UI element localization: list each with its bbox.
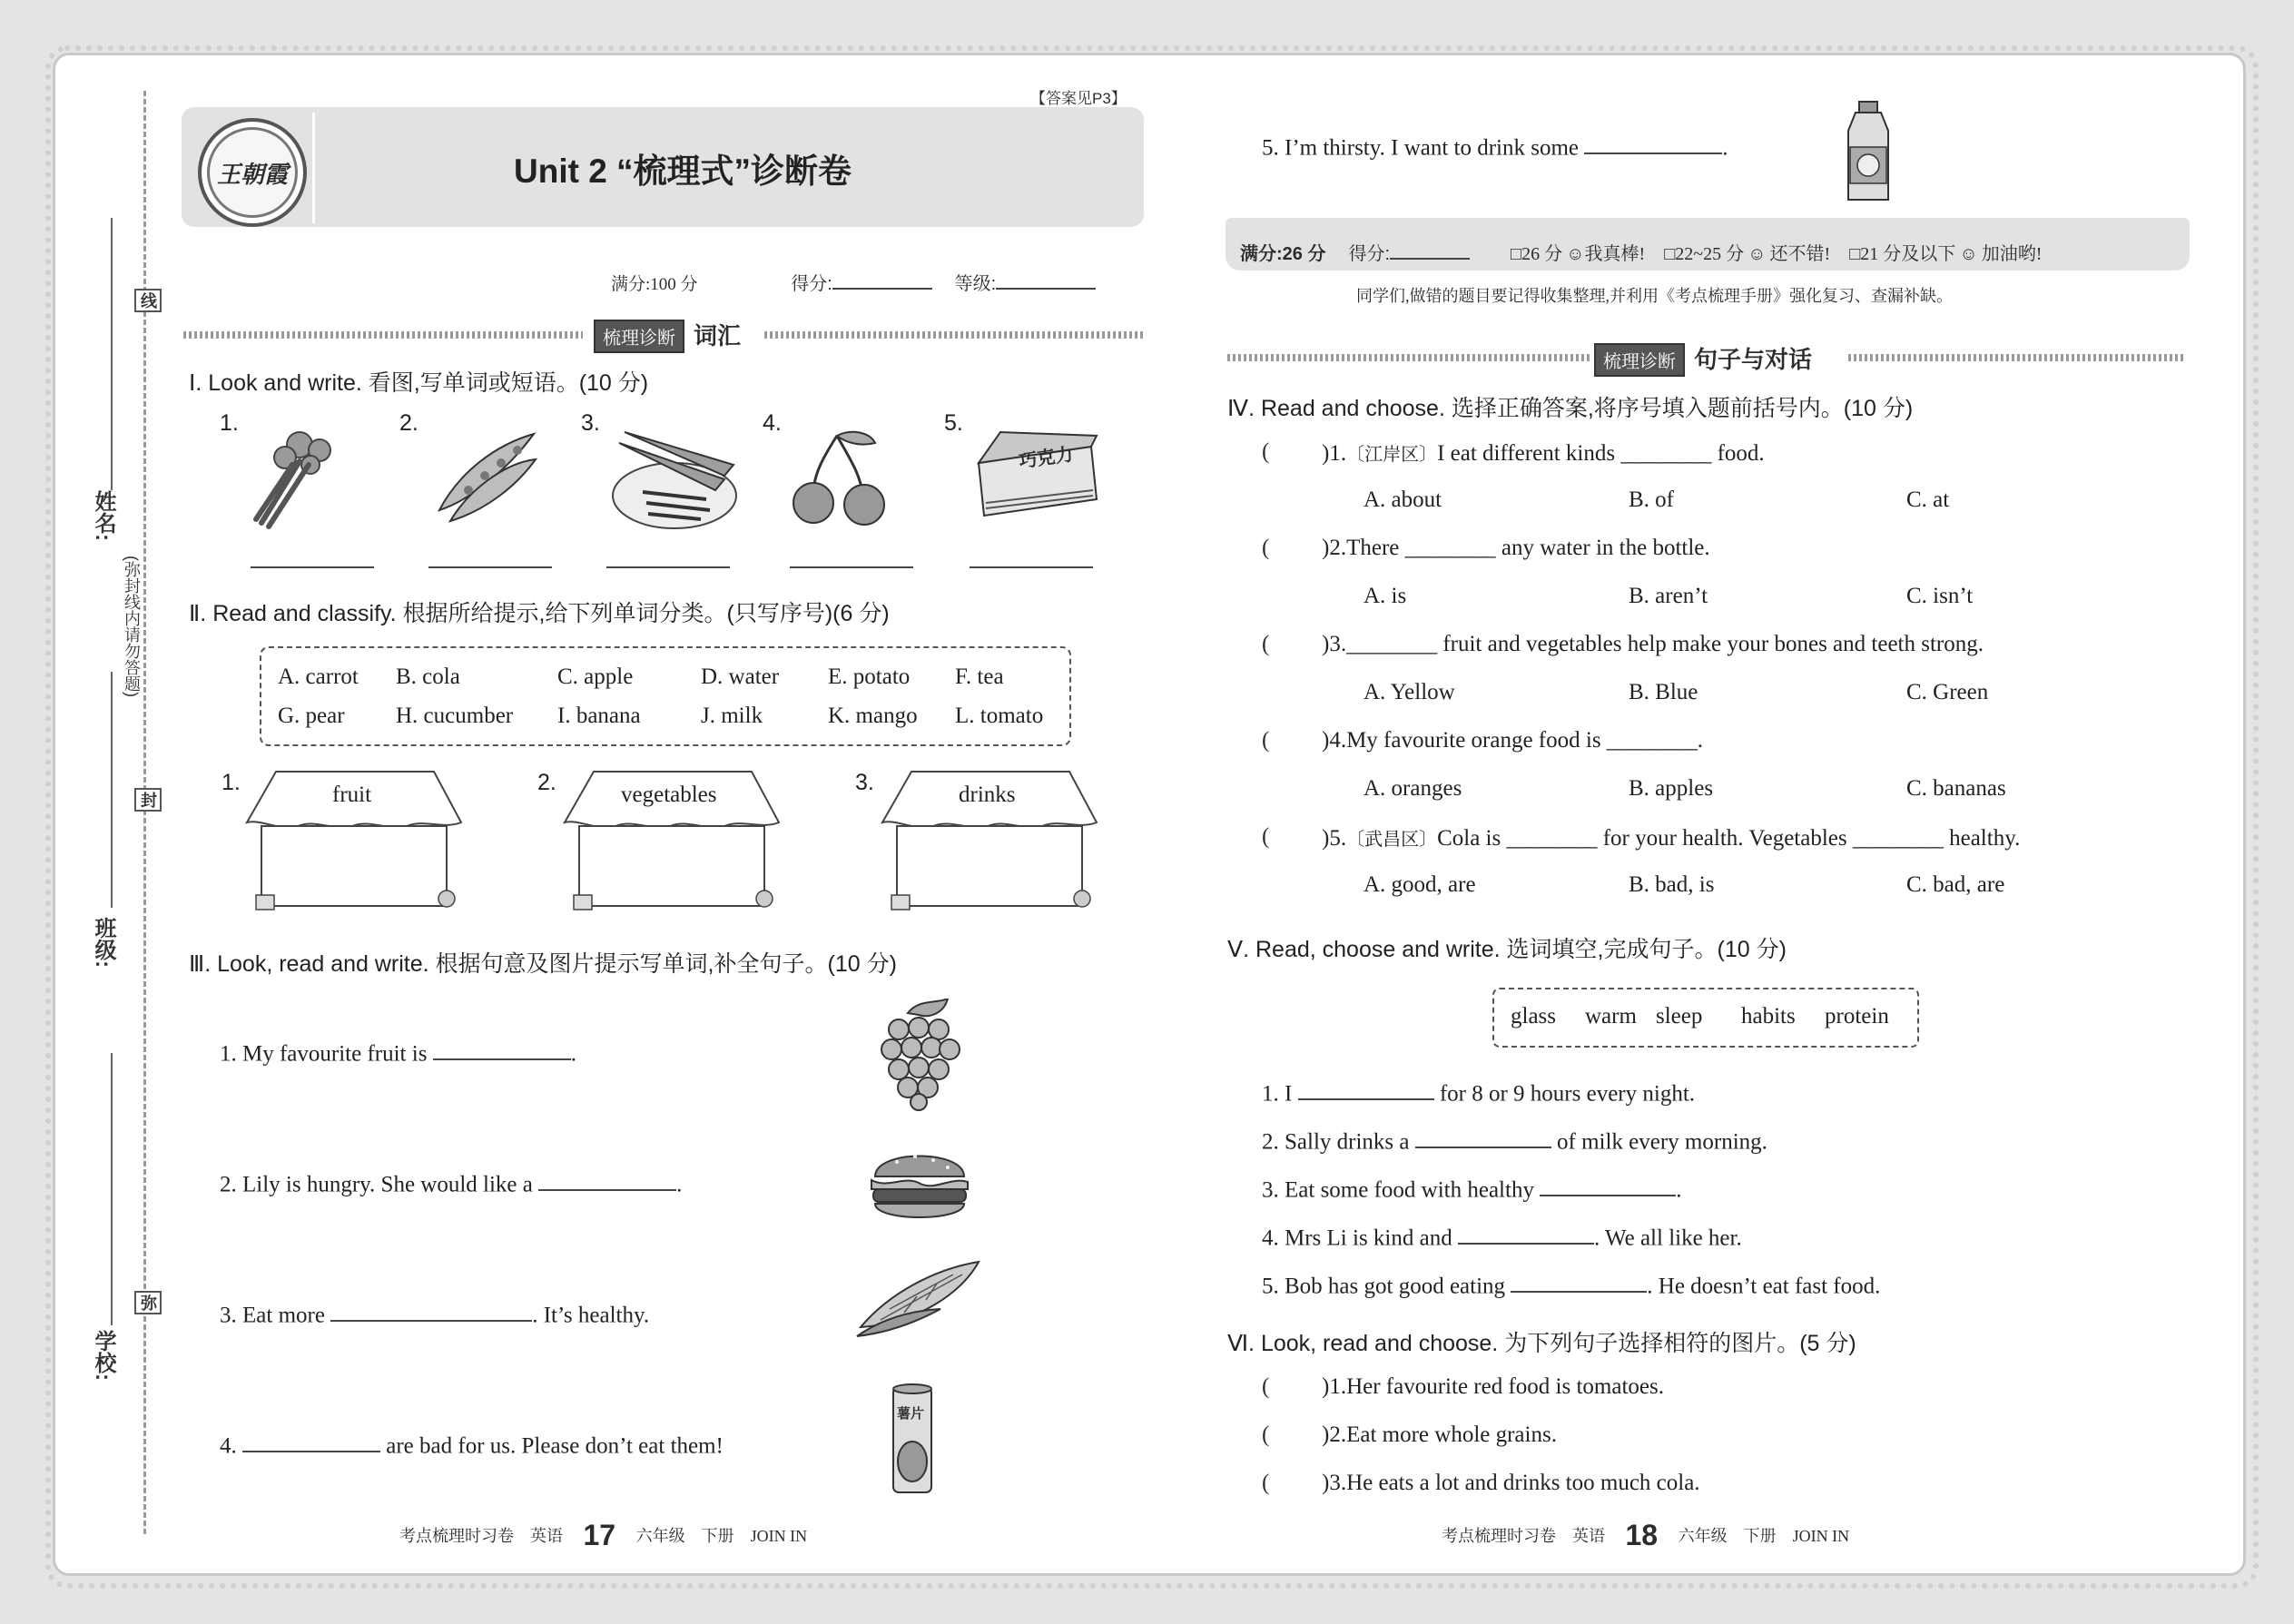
footer-right [1442,1519,1849,1552]
sec3-item4-post: are bad for us. Please don’t eat them! [386,1433,724,1459]
sec5-item3 [1262,1171,1681,1203]
footer-left [399,1519,807,1552]
sec1-num5: 5. [944,410,963,436]
sec5-word-4: habits [1741,1004,1796,1029]
sec4-item4-num: )4. [1322,728,1347,753]
sec4-item3 [1322,632,1984,657]
name-label: 姓名: [91,490,115,541]
score-blank[interactable] [832,270,932,290]
sec1-blank-4[interactable] [790,566,913,568]
sec6-item1 [1322,1374,1664,1400]
sent-sep-left [1227,354,1590,361]
sec5-word-1: glass [1511,1004,1556,1029]
sec5-item4-pre: 4. Mrs Li is kind and [1262,1225,1452,1251]
sec5-item5-post: . He doesn’t eat fast food. [1647,1274,1881,1299]
sec4-item1 [1322,439,1765,467]
word-c: C. apple [557,664,634,689]
sent-heading [1594,341,1812,377]
sec3-blank-1[interactable] [433,1035,571,1060]
sec1-num4: 4. [763,410,782,436]
carrots-potatoes-icon [606,419,743,533]
sec3-item2 [220,1166,682,1197]
sec4-paren-2[interactable]: ( [1262,536,1270,560]
sec4-item2-text: There ________ any water in the bottle. [1346,536,1710,560]
logo-badge [198,118,307,227]
sec2-title: Ⅱ. Read and classify. 根据所给提示,给下列单词分类。(只写序号)(6 分) [189,601,890,626]
sec5-word-2: warm [1585,1004,1637,1029]
house2-num: 2. [537,770,556,795]
score-bar-c2: 加油哟! [1981,244,2043,264]
sec4-paren-1[interactable]: ( [1262,439,1270,464]
sec3-item5 [1262,129,1728,161]
word-f: F. tea [955,664,1004,689]
sec6-item2-text: Eat more whole grains. [1346,1422,1557,1447]
sec4-paren-3[interactable]: ( [1262,632,1270,656]
sec4-item2-opt-b: B. aren’t [1629,584,1708,608]
footer-left-tail: 六年级 下册 JOIN IN [635,1527,808,1545]
sec5-item4-post: . We all like her. [1593,1225,1742,1251]
sec1-num1: 1. [220,410,239,436]
sec1-blank-3[interactable] [606,566,730,568]
sec5-item5 [1262,1267,1880,1299]
house3-label: drinks [959,782,1016,807]
score-line [611,269,1096,295]
answer-reference: 【答案见P3】 [1030,90,1127,107]
sec5-word-3: sleep [1656,1004,1703,1029]
smile-icon-b: ☺ [1748,244,1767,264]
sec5-word-5: protein [1825,1004,1889,1029]
sec4-item2 [1322,536,1710,561]
sec6-item2-num: )2. [1322,1422,1347,1447]
sec5-item1-post: for 8 or 9 hours every night. [1439,1081,1696,1107]
score-bar-content [1240,239,2042,265]
sec1-blank-5[interactable] [970,566,1093,568]
sec5-item2 [1262,1123,1767,1155]
chocolate-box-icon [973,427,1100,519]
binding-xian: 线 [134,289,162,312]
sec3-item5-pre: 5. I’m thirsty. I want to drink some [1262,135,1580,161]
school-label: 学校: [91,1330,115,1381]
sec4-item3-num: )3. [1322,632,1347,656]
sec5-item2-post: of milk every morning. [1557,1129,1767,1155]
sec4-item3-text: ________ fruit and vegetables help make your bones and teeth strong. [1346,632,1984,656]
binding-mi: 弥 [134,1291,162,1314]
sec3-item3-post: . It’s healthy. [532,1303,650,1328]
sec5-item3-pre: 3. Eat some food with healthy [1262,1177,1534,1203]
hamburger-icon [870,1144,970,1227]
sec6-title: Ⅵ. Look, read and choose. 为下列句子选择相符的图片。(5 分) [1227,1331,1856,1356]
score-bar-c[interactable]: □21 分及以下 [1849,244,1956,264]
page-number-17: 17 [583,1519,616,1551]
sec4-item5-opt-a: A. good, are [1364,872,1476,897]
sec4-item2-opt-a: A. is [1364,584,1407,608]
page-title: Unit 2 “梳理式”诊断卷 [514,153,852,190]
name-line [111,218,113,490]
sec3-title: Ⅲ. Look, read and write. 根据句意及图片提示写单词,补全句子。(10 分) [189,951,897,977]
sec1-blank-1[interactable] [251,566,374,568]
review-note: 同学们,做错的题目要记得收集整理,并利用《考点梳理手册》强化复习、查漏补缺。 [1356,287,1953,305]
sec4-item4-opt-a: A. oranges [1364,776,1462,801]
binding-notice: (弥封线内请勿答题) [120,556,143,697]
sec3-blank-4[interactable] [242,1427,380,1452]
sec5-item1 [1262,1075,1695,1107]
sec4-item2-num: )2. [1322,536,1347,560]
sec4-item5-region: 〔武昌区〕 [1346,830,1438,850]
sec4-item1-text: I eat different kinds ________ food. [1437,441,1765,466]
house3-num: 3. [855,770,874,795]
sec1-num2: 2. [399,410,418,436]
sec3-item3 [220,1296,649,1328]
smile-icon-c: ☺ [1959,244,1978,264]
full-score: 满分:100 分 [611,275,698,294]
sec4-title: Ⅳ. Read and choose. 选择正确答案,将序号填入题前括号内。(10 分) [1227,396,1914,421]
sec3-item2-post: . [676,1172,683,1197]
word-j: J. milk [701,704,763,728]
sec4-item5 [1322,824,2020,851]
word-e: E. potato [828,664,911,689]
sec3-item4-pre: 4. [220,1433,237,1459]
sec4-item5-opt-c: C. bad, are [1906,872,2005,897]
sent-title: 句子与对话 [1694,346,1813,373]
sec3-blank-3[interactable] [330,1296,532,1322]
corn-icon [853,1256,984,1340]
word-h: H. cucumber [396,704,514,728]
sec4-item1-opt-b: B. of [1629,487,1674,512]
sec3-item4 [220,1427,724,1459]
sec6-item2 [1322,1422,1557,1448]
score-bar-a[interactable]: □26 分 [1511,244,1563,264]
vocab-heading [594,318,741,353]
sec5-item1-pre: 1. I [1262,1081,1293,1107]
sec1-num3: 3. [581,410,600,436]
word-i: I. banana [557,704,641,728]
sec5-item2-pre: 2. Sally drinks a [1262,1129,1410,1155]
sec4-item4-opt-b: B. apples [1629,776,1714,801]
word-bank-box [260,646,1071,746]
page-number-18: 18 [1625,1519,1659,1551]
grade-label: 等级: [954,274,997,294]
vocab-sep-right [764,331,1146,339]
sec6-item1-text: Her favourite red food is tomatoes. [1346,1374,1664,1399]
sec4-item1-num: )1. [1322,441,1347,466]
logo-text: 王朝霞 [216,162,288,188]
sec4-paren-5[interactable]: ( [1262,824,1270,849]
sec4-paren-4[interactable]: ( [1262,728,1270,753]
score-bar-b[interactable]: □22~25 分 [1664,244,1745,264]
sec4-item3-opt-a: A. Yellow [1364,680,1455,704]
sec5-blank-3[interactable] [1540,1171,1676,1196]
chips-label: 薯片 [897,1406,925,1422]
sec6-item3-num: )3. [1322,1471,1347,1495]
sec5-item4 [1262,1219,1742,1251]
sec5-blank-5[interactable] [1511,1267,1647,1293]
score-label: 得分: [791,274,832,294]
sec1-title: Ⅰ. Look and write. 看图,写单词或短语。(10 分) [189,370,649,396]
sec5-blank-1[interactable] [1298,1075,1434,1100]
sec5-item5-pre: 5. Bob has got good eating [1262,1274,1506,1299]
sec4-item1-opt-c: C. at [1906,487,1950,512]
sec3-item1 [220,1035,576,1067]
sec4-item5-opt-b: B. bad, is [1629,872,1715,897]
sec5-blank-4[interactable] [1458,1219,1594,1245]
house2-label: vegetables [621,782,717,807]
sec6-paren-3[interactable]: ( [1262,1471,1270,1495]
sec6-item1-num: )1. [1322,1374,1347,1399]
juice-bottle-icon [1843,100,1894,205]
word-k: K. mango [828,704,918,728]
sec6-paren-2[interactable]: ( [1262,1422,1270,1447]
vocab-title: 词汇 [694,322,742,349]
sec6-item3 [1322,1471,1700,1496]
vocab-sep-left [183,331,583,339]
sec3-item1-post: . [570,1041,576,1067]
grapes-icon [871,999,966,1111]
chocolate-label: 巧克力 [1018,444,1075,473]
sec4-item3-opt-c: C. Green [1906,680,1989,704]
sec3-blank-5[interactable] [1584,129,1722,154]
cherries-icon [788,428,888,528]
logo-divider [312,113,315,223]
sec4-item1-region: 〔江岸区〕 [1346,445,1438,465]
house1-label: fruit [332,782,372,807]
chips-can-icon [890,1382,935,1498]
sec4-item5-text: Cola is ________ for your health. Vegetables ________ healthy. [1437,826,2021,851]
sent-tag: 梳理诊断 [1594,343,1685,377]
sec6-item3-text: He eats a lot and drinks too much cola. [1346,1471,1700,1495]
word-b: B. cola [396,664,460,689]
class-line [111,672,113,908]
school-line [111,1053,113,1325]
sec1-blank-2[interactable] [428,566,552,568]
sec4-item3-opt-b: B. Blue [1629,680,1698,704]
sec5-item3-post: . [1676,1177,1682,1203]
sec3-item3-pre: 3. Eat more [220,1303,325,1328]
sec5-blank-2[interactable] [1415,1123,1551,1148]
score-bar-a2: 我真棒! [1584,244,1646,264]
sec4-item4 [1322,728,1703,753]
score-bar-blank[interactable] [1390,239,1470,260]
sec4-item4-text: My favourite orange food is ________. [1346,728,1704,753]
binding-feng: 封 [134,788,162,812]
smile-icon-a: ☺ [1566,244,1585,264]
sec4-item4-opt-c: C. bananas [1906,776,2006,801]
sec3-blank-2[interactable] [538,1166,676,1191]
sent-sep-right [1848,354,2186,361]
sec4-item1-opt-a: A. about [1364,487,1442,512]
score-bar-b2: 还不错! [1769,244,1831,264]
score-bar-score: 得分: [1348,244,1391,264]
footer-right-tail: 六年级 下册 JOIN IN [1678,1527,1850,1545]
sec5-title: Ⅴ. Read, choose and write. 选词填空,完成句子。(10 分) [1227,937,1787,962]
word-l: L. tomato [955,704,1044,728]
vocab-tag: 梳理诊断 [594,320,684,353]
footer-left-text: 考点梳理时习卷 英语 [399,1527,563,1545]
sec3-item5-post: . [1722,135,1728,161]
sec3-item2-pre: 2. Lily is hungry. She would like a [220,1172,533,1197]
sec4-item2-opt-c: C. isn’t [1906,584,1974,608]
sec6-paren-1[interactable]: ( [1262,1374,1270,1399]
celery-icon [245,425,354,532]
grade-blank[interactable] [996,270,1096,290]
sec3-item1-pre: 1. My favourite fruit is [220,1041,428,1067]
footer-right-text: 考点梳理时习卷 英语 [1442,1527,1605,1545]
house1-num: 1. [222,770,241,795]
sec4-item5-num: )5. [1322,826,1347,851]
word-d: D. water [701,664,780,689]
word-g: G. pear [278,704,345,728]
word-a: A. carrot [278,664,359,689]
score-bar-full: 满分:26 分 [1240,244,1326,264]
class-label: 班级: [91,917,115,968]
peas-icon [432,427,541,527]
